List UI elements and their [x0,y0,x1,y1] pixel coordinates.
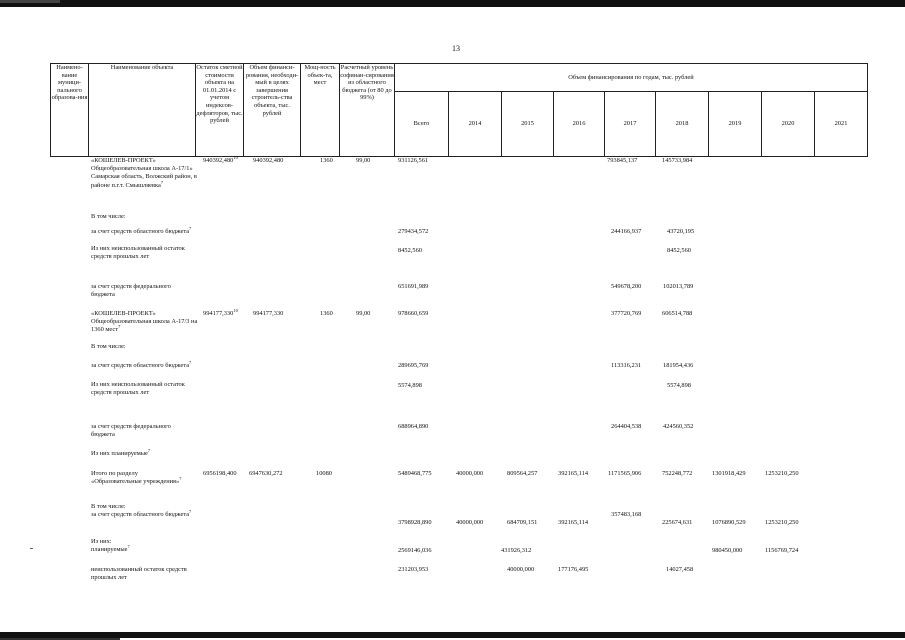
row-name: за счет средств областного бюджета$^7$ [91,508,192,518]
row-name: за счет средств областного бюджета$^7$ [91,225,192,235]
row-name: «КОШЕЛЕВ-ПРОЕКТ» Общеобразовательная школа А-17/3 на 1360 мест$^7$ [91,310,198,334]
row-remaining-cost: 994177,330$^{10}$ [203,307,238,317]
header-remaining-cost [195,63,244,157]
row-name: за счет средств федерального бюджета [91,283,171,299]
header-year-2014: 2014 [448,91,502,157]
header-year-2019: 2019 [708,91,762,157]
row-2019: 980450,000 [712,547,743,554]
row-name: В том числе: [91,503,126,510]
row-remaining-cost: 940392,480$^{10}$ [203,154,238,164]
row-2017: 793845,137 [607,157,638,164]
row-name: «КОШЕЛЕВ-ПРОЕКТ» Общеобразовательная школа А-17/1» Самарская область, Волжский район, в районе п.г.т. Смышляевка$^7$ [91,157,197,189]
row-2019: 1076890,529 [712,519,746,526]
row-total: 5489468,775 [398,470,432,477]
row-2018: 752248,772 [662,470,693,477]
row-2014: 40000,000 [456,470,484,477]
header-object-name-label: Наименование объекта [110,64,174,71]
row-2017: 113316,231 [611,362,642,369]
row-name: В том числе: [91,213,126,220]
row-total: 289695,769 [398,362,429,369]
row-total: 978660,659 [398,310,429,317]
row-name: Из них неиспользованный остаток средств прошлых лет [91,245,185,261]
row-2018: 8452,560 [667,247,691,254]
row-total: 688964,890 [398,423,429,430]
row-2015: 809564,257 [507,470,538,477]
row-total: 5574,898 [398,382,422,389]
row-name: за счет средств областного бюджета$^7$ [91,359,192,369]
row-2017: 357483,168 [611,511,642,518]
row-name: планируемые$^7$ [91,543,130,553]
header-year-2015: 2015 [501,91,554,157]
row-total: 279434,572 [398,228,429,235]
row-2018: 14027,458 [666,566,694,573]
row-remaining-cost: 6956198,400 [203,470,237,477]
row-2016: 177176,495 [558,566,589,573]
row-name: В том числе: [91,343,126,350]
row-financing-volume: 6947630,272 [249,470,283,477]
row-2018: 225674,631 [662,519,693,526]
row-2018: 5574,898 [667,382,691,389]
row-2017: 549678,200 [611,283,642,290]
row-2018: 102013,789 [663,283,694,290]
header-years-group [394,63,868,92]
top-scan-border [0,0,905,7]
row-total: 8452,560 [398,247,422,254]
header-cofinancing-level-label: Расчетный уровень софинан-сирования из областного бюджета (от 80 до 99%) [340,64,394,102]
row-financing-volume: 940392,480 [253,157,284,164]
row-2015: 431926,312 [501,547,532,554]
row-2017: 377720,769 [611,310,642,317]
row-2018: 606514,788 [662,310,693,317]
row-financing-volume: 994177,330 [253,310,284,317]
row-2018: 145733,984 [662,157,693,164]
row-2020: 1156769,724 [765,547,799,554]
row-2017: 264404,538 [611,423,642,430]
row-name: Из них планируемые$^7$ [91,447,151,457]
bottom-scan-border [0,632,905,638]
row-2019: 1301918,429 [712,470,746,477]
header-year-2021: 2021 [814,91,868,157]
header-cofinancing-level [339,63,395,157]
header-object-name [88,63,196,157]
header-year-2020: 2020 [761,91,815,157]
row-total: 231203,953 [398,566,429,573]
row-name: Итого по разделу «Образовательные учреждения»$^7$ [91,470,182,486]
row-cofinancing-level: 99,00 [356,157,371,164]
top-scan-border-accent [0,0,60,3]
row-2018: 43720,195 [667,228,695,235]
header-capacity-label: Мощ-ность объек-та, мест [304,64,336,87]
header-remaining-cost-label: Остаток сметной стоимости объекта на 01.01.2014 с учетом индексов-дефляторов, тыс. рублей [196,64,243,125]
row-2015: 684709,151 [507,519,538,526]
row-2015: 40000,000 [507,566,535,573]
row-2016: 392165,114 [558,470,589,477]
row-total: 2569146,036 [398,547,432,554]
header-municipality-label: Наимено-вание муници-пального образова-ния [51,64,88,102]
row-2014: 40000,000 [456,519,484,526]
header-year-2017: 2017 [604,91,656,157]
row-total: 931126,561 [398,157,429,164]
row-2020: 1253210,250 [765,519,799,526]
row-name: Из них: [91,538,112,545]
row-name: Из них неиспользованный остаток средств прошлых лет [91,381,185,397]
header-financing-volume [243,63,301,157]
header-year-2016: 2016 [553,91,605,157]
margin-mark [30,548,33,549]
header-capacity [300,63,340,157]
header-municipality [50,63,89,157]
page-number: 13 [452,44,460,53]
row-2018: 424560,352 [663,423,694,430]
row-capacity: 10080 [316,470,332,477]
row-cofinancing-level: 99,00 [356,310,371,317]
header-year-total: Всего [394,91,449,157]
row-total: 3798928,890 [398,519,432,526]
header-financing-volume-label: Объем финанси-рования, необходи-мый в целях завершения строитель-ства объекта, тыс. рублей [245,64,299,117]
row-2017: 1171565,906 [608,470,642,477]
row-2017: 244166,937 [611,228,642,235]
row-capacity: 1360 [320,157,333,164]
header-years-group-label: Объем финансирования по годам, тыс. рублей [568,74,694,81]
row-capacity: 1360 [320,310,333,317]
row-2020: 1253210,250 [765,470,799,477]
row-total: 651691,989 [398,283,429,290]
row-name: неиспользованный остаток средств прошлых лет [91,566,187,582]
row-2016: 392165,114 [558,519,589,526]
row-2018: 181954,436 [663,362,694,369]
row-name: за счет средств федерального бюджета [91,423,171,439]
header-year-2018: 2018 [655,91,709,157]
